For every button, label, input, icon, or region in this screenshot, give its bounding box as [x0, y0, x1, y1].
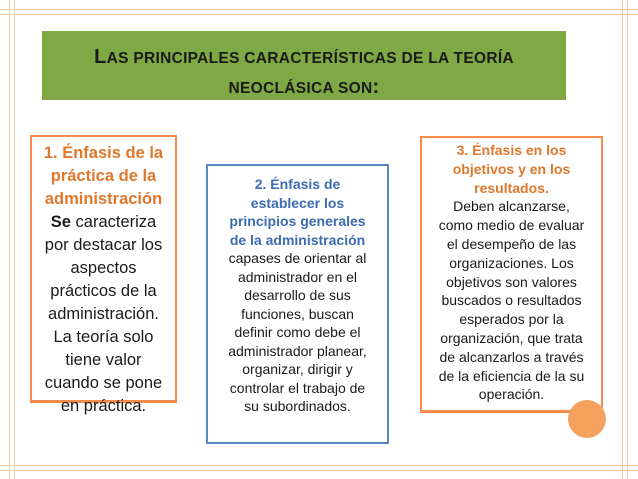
card-objectives-emphasis	[420, 136, 603, 413]
card-3-body-line: de alcanzarlos a través	[439, 348, 584, 365]
card-1-body-line: cuando se pone	[44, 374, 163, 392]
frame-line-top	[0, 9, 638, 10]
decorative-circle	[568, 400, 606, 438]
card-2-heading-line: principios generales	[229, 213, 366, 229]
card-3-body-line: organización, que trata	[440, 329, 583, 346]
card-1-heading-line: 1. Énfasis de la	[43, 144, 164, 162]
card-2-heading-line: 2. Énfasis de	[254, 176, 341, 192]
card-principles-emphasis	[206, 164, 389, 444]
card-1-body-line: La teoría solo	[53, 328, 154, 346]
card-2-body-line: organizar, dirigir y	[242, 361, 353, 377]
card-2-body-line: definir como debe el	[234, 324, 361, 340]
card-2-heading-line: de la administración	[229, 231, 366, 248]
card-3-body-line: operación.	[478, 386, 545, 403]
card-1-body-line: tiene valor	[65, 351, 142, 369]
card-3-heading-line: resultados.	[474, 179, 549, 196]
card-2-body-line: su subordinados.	[244, 398, 351, 414]
frame-line-left-inner	[14, 0, 15, 479]
title-initial-cap: L	[94, 46, 107, 68]
card-1-heading-line: práctica de la	[50, 167, 157, 185]
title-line-1-text: AS PRINCIPALES CARACTERÍSTICAS DE LA TEORÍA	[106, 50, 514, 67]
frame-line-right	[627, 0, 628, 479]
card-3-body-line: Deben alcanzarse,	[453, 198, 570, 215]
card-2-body-line: capases de orientar al	[228, 250, 367, 266]
card-2-body-line: administrador en el	[237, 268, 358, 285]
title-colon: :	[372, 76, 380, 98]
frame-line-bottom-inner	[0, 465, 638, 466]
card-1-body-first: caracteriza	[70, 213, 157, 231]
card-1-body-line: en práctica.	[60, 397, 147, 415]
frame-line-bottom	[0, 470, 638, 471]
card-2-body-line: desarrollo de sus	[244, 287, 351, 303]
title-line-2	[42, 73, 566, 103]
title-line-1	[42, 43, 566, 73]
card-3-body-line: el desempeño de las	[446, 235, 577, 252]
card-3-body-line: esperados por la	[459, 311, 564, 328]
slide-title	[40, 29, 568, 102]
card-2-body-line: controlar el trabajo de	[229, 379, 366, 396]
card-3-heading-line: 3. Énfasis en los	[456, 142, 567, 158]
card-2-body-line: administrador planear,	[228, 342, 367, 359]
card-1-body-line: aspectos	[70, 259, 137, 277]
card-1-body-line: prácticos de la	[50, 282, 157, 300]
card-1-body-lead: Se	[50, 213, 71, 231]
card-3-body-line: de la eficiencia de la su	[438, 367, 585, 384]
frame-line-right-inner	[622, 0, 623, 479]
frame-line-left	[9, 0, 10, 479]
card-3-body-line: organizaciones. Los	[449, 254, 574, 271]
title-line-2-text: NEOCLÁSICA SON	[228, 80, 373, 97]
card-3-body-line: objetivos son valores	[446, 273, 577, 290]
card-1-body-line: administración.	[48, 305, 159, 323]
card-3-heading-line: objetivos y en los	[452, 160, 571, 177]
card-2-body-line: funciones, buscan	[241, 305, 354, 322]
card-1-body-line	[32, 211, 175, 234]
card-practice-emphasis	[30, 135, 177, 415]
card-3-body-line: como medio de evaluar	[438, 217, 585, 234]
card-2-heading-line: establecer los	[250, 194, 345, 211]
card-3-body-line: buscados o resultados	[441, 292, 582, 309]
card-1-heading-line: administración	[44, 190, 163, 208]
card-1-body-line: por destacar los	[44, 236, 163, 254]
frame-line-top-inner	[0, 14, 638, 15]
